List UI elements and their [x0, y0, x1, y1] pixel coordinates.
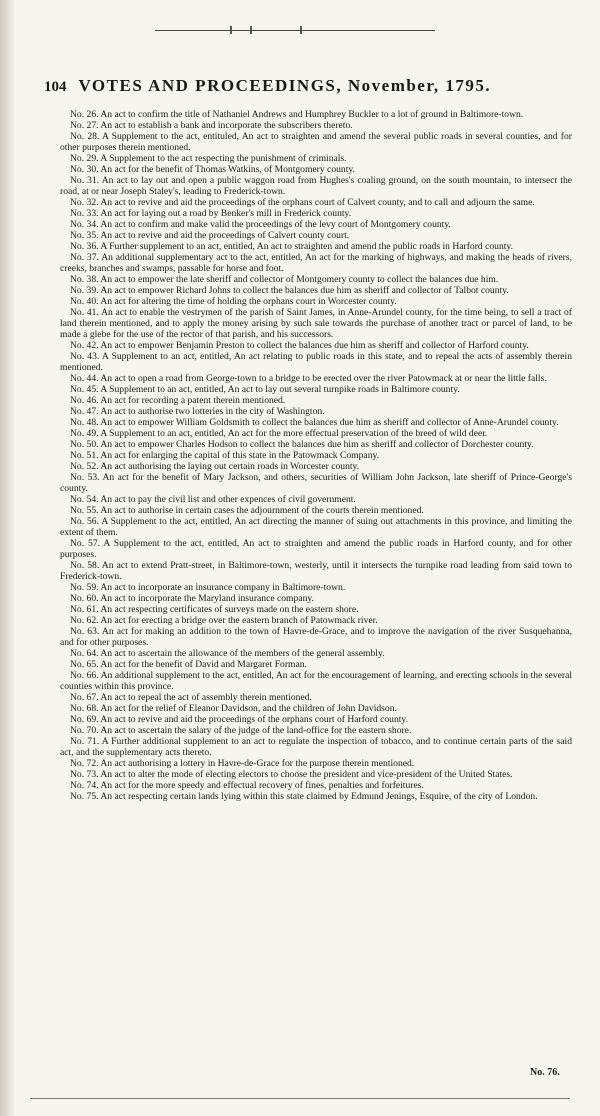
list-item: No. 45. A Supplement to an act, entitled, An act to lay out several turnpike roads in Baltimore county. — [70, 384, 460, 395]
list-item: No. 27. An act to establish a bank and incorporate the subscribers thereto. — [70, 120, 353, 131]
list-item: No. 64. An act to ascertain the allowance of the members of the general assembly. — [70, 648, 385, 659]
list-item: No. 28. A Supplement to the act, entituled, An act to straighten and amend the several public roads in several counties, and for other purposes therein mentioned. — [60, 131, 572, 153]
top-rule — [155, 30, 435, 31]
list-item: No. 67. An act to repeal the act of assembly therein mentioned. — [70, 692, 312, 703]
list-item: No. 44. An act to open a road from George-town to a bridge to be erected over the river Patowmack at or near the little falls. — [70, 373, 547, 384]
list-item: No. 70. An act to ascertain the salary of the judge of the land-office for the eastern shore. — [70, 725, 412, 736]
entry-list — [60, 109, 572, 802]
list-item: No. 50. An act to empower Charles Hodson to collect the balances due him as sheriff and collector of Dorchester county. — [70, 439, 534, 450]
top-rule-mark — [230, 26, 232, 34]
list-item: No. 34. An act to confirm and make valid the proceedings of the levy court of Montgomery county. — [70, 219, 451, 230]
list-item: No. 47. An act to authorise two lotteries in the city of Washington. — [70, 406, 325, 417]
list-item: No. 46. An act for recording a patent therein mentioned. — [70, 395, 286, 406]
list-item: No. 30. An act for the benefit of Thomas Watkins, of Montgomery county. — [70, 164, 355, 175]
list-item: No. 53. An act for the benefit of Mary Jackson, and others, securities of William John Jackson, late sheriff of Prince-George's county. — [60, 472, 572, 494]
list-item: No. 43. A Supplement to an act, entitled, An act relating to public roads in this state, and to repeal the acts of assembly therein mentioned. — [60, 351, 572, 373]
list-item: No. 51. An act for enlarging the capital of this state in the Patowmack Company. — [70, 450, 380, 461]
list-item: No. 71. A Further additional supplement to an act to regulate the inspection of tobacco, and to continue certain parts of the said act, and the supplementary acts thereto. — [60, 736, 572, 758]
list-item: No. 56. A Supplement to the act, entitled, An act directing the manner of suing out attachments in this province, and limiting the extent of them. — [60, 516, 572, 538]
list-item: No. 40. An act for altering the time of holding the orphans court in Worcester county. — [70, 296, 397, 307]
list-item: No. 68. An act for the relief of Eleanor Davidson, and the children of John Davidson. — [70, 703, 397, 714]
list-item: No. 29. A Supplement to the act respecting the punishment of criminals. — [70, 153, 347, 164]
list-item: No. 65. An act for the benefit of David and Margaret Forman. — [70, 659, 307, 670]
list-item: No. 41. An act to enable the vestrymen of the parish of Saint James, in Anne-Arundel county, for the time being, to sell a tract of land therein mentioned, and to apply the money arising by such sale towards the purchase of another tract or parcel of land, to be made a glebe for the use of the rector of that parish, and his successors. — [60, 307, 572, 340]
list-item: No. 74. An act for the more speedy and effectual recovery of fines, penalties and forfeitures. — [70, 780, 424, 791]
list-item: No. 69. An act to revive and aid the proceedings of the orphans court of Harford county. — [70, 714, 408, 725]
list-item: No. 39. An act to empower Richard Johns to collect the balances due him as sheriff and collector of Talbot county. — [70, 285, 509, 296]
list-item: No. 55. An act to authorise in certain cases the adjournment of the courts therein mentioned. — [70, 505, 424, 516]
list-item: No. 75. An act respecting certain lands lying within this state claimed by Edmund Jenings, Esquire, of the city of London. — [70, 791, 538, 802]
list-item: No. 59. An act to incorporate an insurance company in Baltimore-town. — [70, 582, 346, 593]
list-item: No. 42. An act to empower Benjamin Preston to collect the balances due him as sheriff and collector of Harford county. — [70, 340, 529, 351]
list-item: No. 72. An act authorising a lottery in Havre-de-Grace for the purpose therein mentioned. — [70, 758, 415, 769]
list-item: No. 32. An act to revive and aid the proceedings of the orphans court of Calvert county, and to call and adjourn the same. — [70, 197, 535, 208]
list-item: No. 33. An act for laying out a road by Benker's mill in Frederick county. — [70, 208, 352, 219]
list-item: No. 61. An act respecting certificates of surveys made on the eastern shore. — [70, 604, 359, 615]
scan-edge-shadow — [0, 0, 14, 1116]
list-item: No. 54. An act to pay the civil list and other expences of civil government. — [70, 494, 356, 505]
list-item: No. 66. An additional supplement to the act, entitled, An act for the encouragement of learning, and erecting schools in the several counties within this province. — [60, 670, 572, 692]
catchword: No. 76. — [530, 1067, 560, 1078]
list-item: No. 36. A Further supplement to an act, entitled, An act to straighten and amend the public roads in Harford county. — [70, 241, 513, 252]
list-item: No. 57. A Supplement to the act, entitled, An act to straighten and amend the public roads in Harford county, and for other purposes. — [60, 538, 572, 560]
list-item: No. 31. An act to lay out and open a public waggon road from Hughes's coaling ground, on the south mountain, to intersect the road, at or near Joseph Staley's, leading to Frederick-town. — [60, 175, 572, 197]
running-title: VOTES AND PROCEEDINGS, November, 1795. — [78, 76, 492, 95]
page-number: 104 — [44, 79, 67, 95]
list-item: No. 73. An act to alter the mode of electing electors to choose the president and vice-president of the United States. — [70, 769, 513, 780]
list-item: No. 60. An act to incorporate the Maryland insurance company. — [70, 593, 314, 604]
list-item: No. 49. A Supplement to an act, entitled, An act for the more effectual preservation of the breed of wild deer. — [70, 428, 488, 439]
list-item: No. 48. An act to empower William Goldsmith to collect the balances due him as sheriff and collector of Anne-Arundel county. — [70, 417, 559, 428]
top-rule-mark — [250, 26, 252, 34]
list-item: No. 62. An act for erecting a bridge over the eastern branch of Patowmack river. — [70, 615, 378, 626]
page-header — [44, 76, 574, 96]
list-item: No. 37. An additional supplementary act to the act, entitled, An act for the marking of highways, and making the heads of rivers, creeks, branches and swamps, passable for horse and foot. — [60, 252, 572, 274]
list-item: No. 63. An act for making an addition to the town of Havre-de-Grace, and to improve the navigation of the river Susquehanna, and for other purposes. — [60, 626, 572, 648]
bottom-rule — [30, 1098, 570, 1099]
list-item: No. 35. An act to revive and aid the proceedings of Calvert county court. — [70, 230, 350, 241]
top-rule-mark — [300, 26, 302, 34]
list-item: No. 38. An act to empower the late sheriff and collector of Montgomery county to collect the balances due him. — [70, 274, 499, 285]
list-item: No. 26. An act to confirm the title of Nathaniel Andrews and Humphrey Buckler to a lot of ground in Baltimore-town. — [70, 109, 524, 120]
list-item: No. 52. An act authorising the laying out certain roads in Worcester county. — [70, 461, 360, 472]
list-item: No. 58. An act to extend Pratt-street, in Baltimore-town, westerly, until it intersects the turnpike road leading from said town to Frederick-town. — [60, 560, 572, 582]
